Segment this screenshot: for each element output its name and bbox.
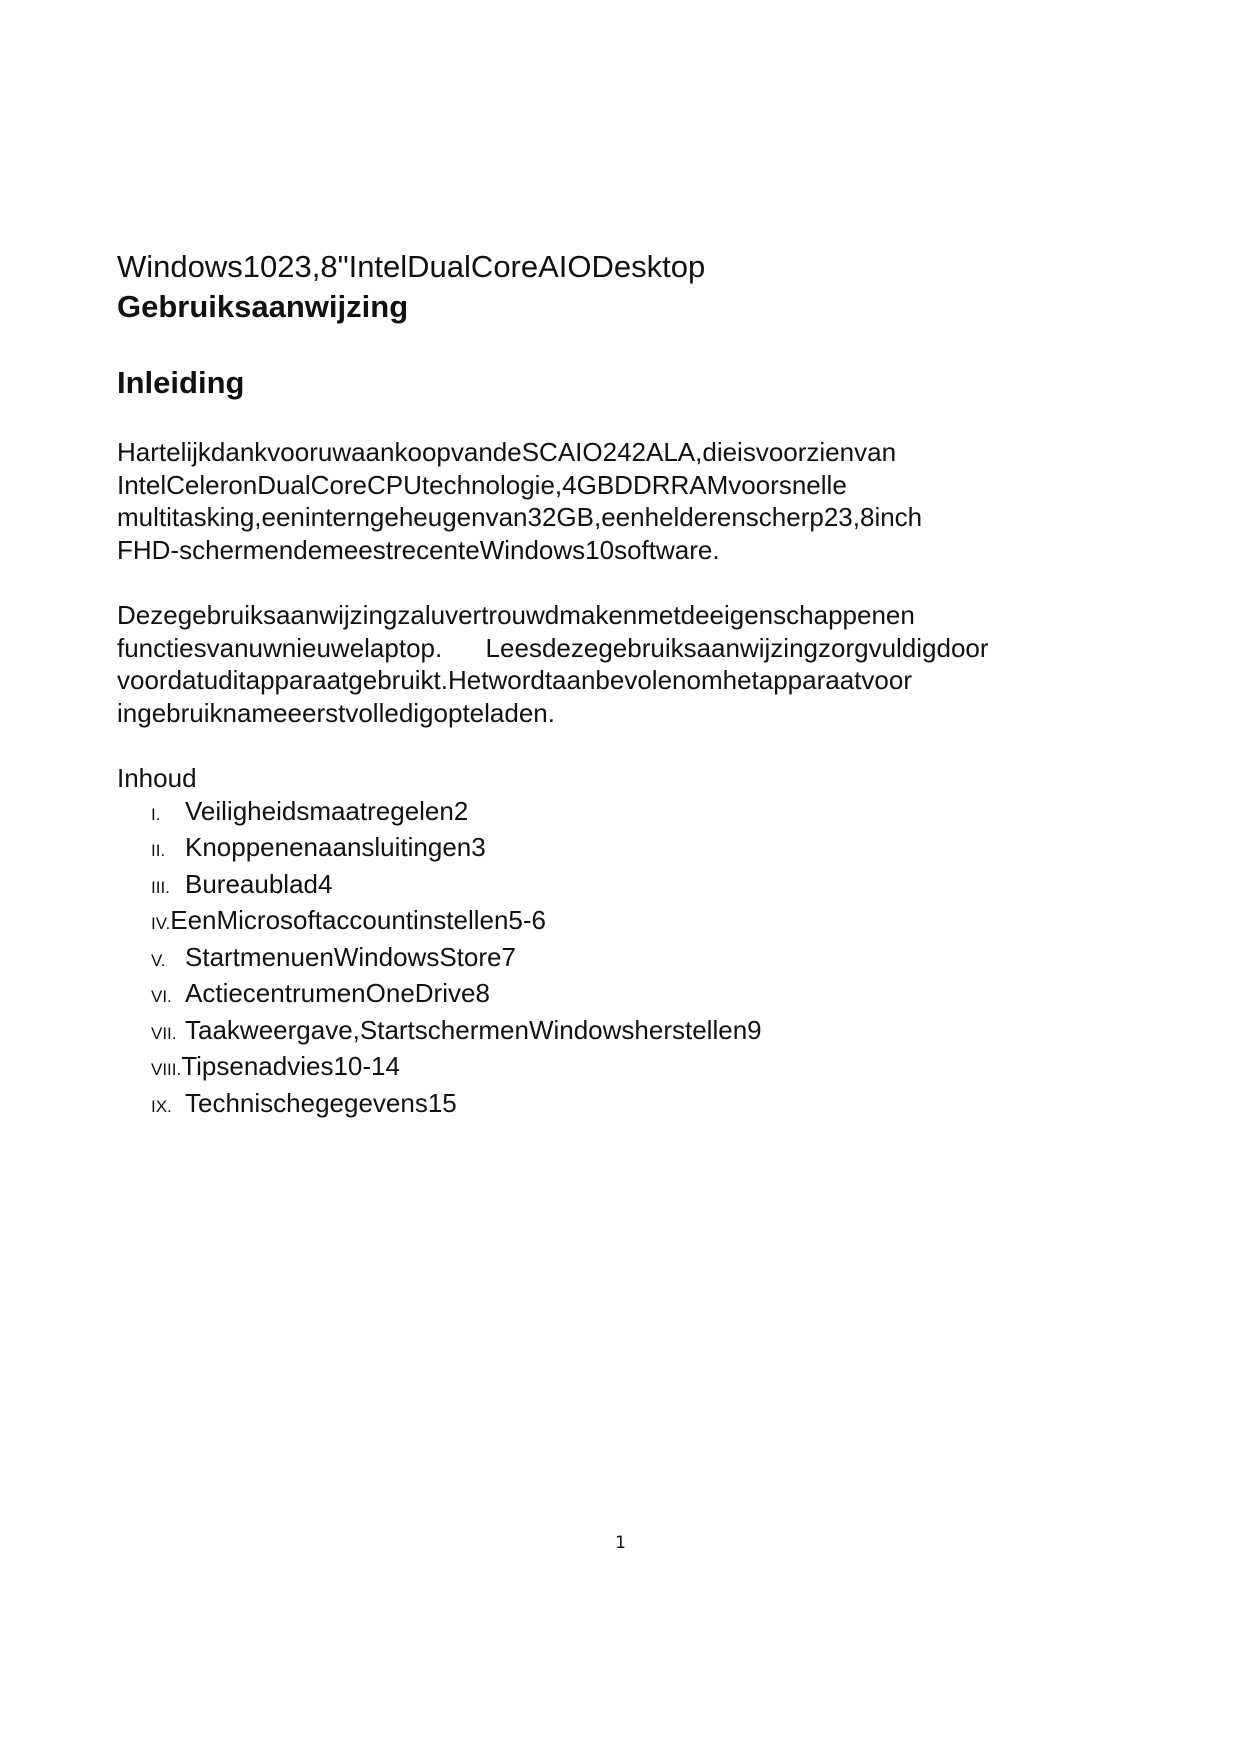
toc-item <box>151 1050 1127 1087</box>
toc-title: Inhoud <box>117 763 197 793</box>
toc-item-number: III. <box>151 877 170 897</box>
toc-item-number: IV. <box>151 914 171 933</box>
toc-item-label: EenMicrosoftaccountinstellen5-6 <box>170 905 546 935</box>
usage-paragraph-line: functiesvanuwnieuwelaptop. Leesdezegebruiksaanwijzingzorgvuldigdoor <box>117 632 989 663</box>
usage-paragraph-line: voordatuditapparaatgebruikt.Hetwordtaanbevolenomhetapparaatvoor <box>117 665 912 695</box>
intro-paragraph-line: IntelCeleronDualCoreCPUtechnologie,4GBDDRRAMvoorsnelle <box>117 469 847 500</box>
toc-item <box>151 795 1127 832</box>
toc-item-label: StartmenuenWindowsStore7 <box>185 941 516 972</box>
usage-paragraph-line: Dezegebruiksaanwijzingzaluvertrouwdmakenmetdeeigenschappenen <box>117 600 915 630</box>
toc-item-number: VII. <box>151 1023 177 1043</box>
toc-item <box>151 977 1127 1014</box>
table-of-contents <box>117 795 1127 1124</box>
toc-item-label: Veiligheidsmaatregelen2 <box>185 795 469 826</box>
toc-item <box>151 1087 1127 1124</box>
usage-paragraph <box>117 599 1127 729</box>
toc-item-number: V. <box>151 950 166 970</box>
intro-paragraph-line: HartelijkdankvooruwaankoopvandeSCAIO242ALA,dieisvoorzienvan <box>117 437 897 467</box>
toc-item-label: Technischegegevens15 <box>185 1087 457 1118</box>
document-subtitle: Gebruiksaanwijzing <box>117 289 409 324</box>
toc-item <box>151 868 1127 905</box>
toc-item-number: VI. <box>151 987 172 1006</box>
toc-item <box>151 1014 1127 1051</box>
toc-item <box>151 941 1127 978</box>
document-title: Windows1023,8"IntelDualCoreAIODesktop <box>117 249 706 284</box>
toc-item-label: ActiecentrumenOneDrive8 <box>185 978 490 1008</box>
toc-item-number: IX. <box>151 1096 172 1116</box>
page-content <box>117 247 1127 1123</box>
toc-item <box>151 904 1127 941</box>
toc-item-label: Knoppenenaansluitingen3 <box>185 832 486 862</box>
intro-paragraph-line: multitasking,eeninterngeheugenvan32GB,eenhelderenscherp23,8inch <box>117 502 923 532</box>
intro-paragraph <box>117 436 1127 566</box>
toc-item-number: I. <box>151 804 161 824</box>
toc-item-number: II. <box>151 841 166 860</box>
usage-paragraph-line: ingebruiknameeerstvolledigopteladen. <box>117 697 555 728</box>
toc-item-number: VIII. <box>151 1060 182 1079</box>
toc-item <box>151 831 1127 868</box>
page-number: 1 <box>615 1533 626 1553</box>
toc-item-label: Bureaublad4 <box>185 868 333 899</box>
intro-paragraph-line: FHD-schermendemeestrecenteWindows10software. <box>117 534 720 565</box>
toc-item-label: Taakweergave,StartschermenWindowsherstellen9 <box>185 1014 762 1045</box>
toc-item-label: Tipsenadvies10-14 <box>181 1051 400 1081</box>
section-heading-inleiding: Inleiding <box>117 365 245 400</box>
